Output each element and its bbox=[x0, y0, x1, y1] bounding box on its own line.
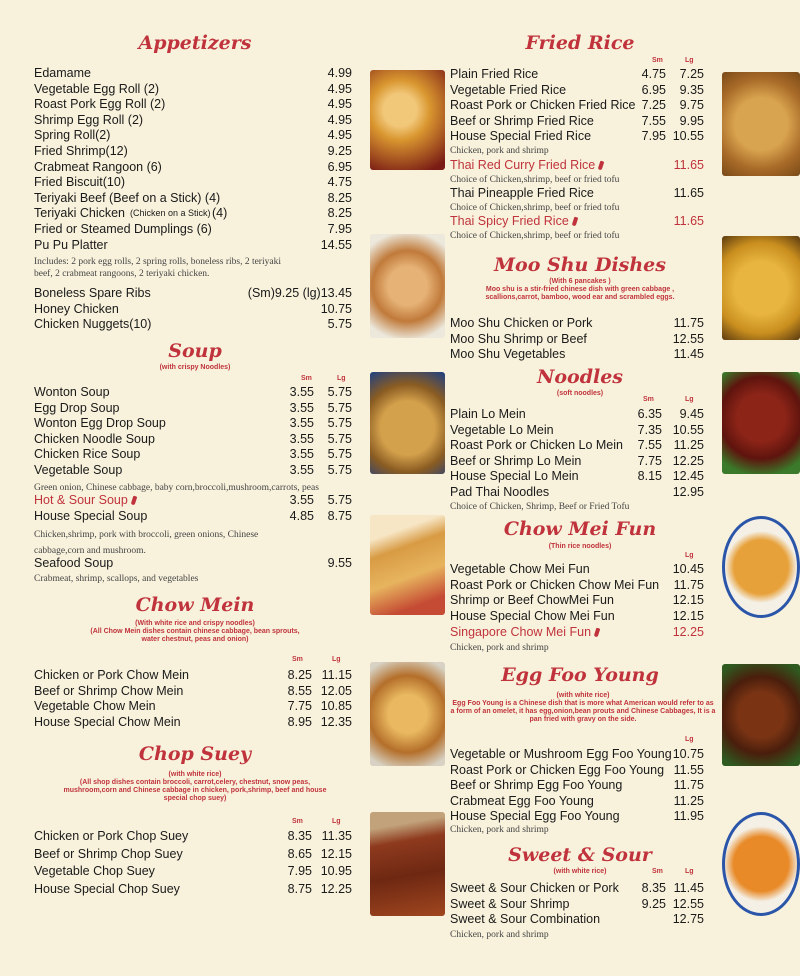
soup-item-sm-price: 3.55 bbox=[289, 431, 314, 446]
moo-shu-row bbox=[450, 347, 704, 362]
moo-shu-item-name: Moo Shu Chicken or Pork bbox=[450, 316, 593, 330]
chow-mein-item-lg-price: 12.35 bbox=[320, 714, 352, 729]
fried-rice-title: Fried Rice bbox=[525, 32, 635, 54]
appetizer-item-name: Fried Biscuit(10) bbox=[34, 175, 125, 190]
sweet-sour-item-sm-price: 9.25 bbox=[641, 896, 666, 911]
chow-mein-row bbox=[34, 668, 352, 683]
fried-rice-item-lg-price: 9.95 bbox=[679, 113, 704, 128]
lo-mein-photo bbox=[722, 236, 800, 340]
egg-foo-young-item-price: 11.75 bbox=[673, 778, 704, 793]
chow-mein-row bbox=[34, 699, 352, 714]
chop-suey-item-lg-price: 12.25 bbox=[320, 881, 352, 896]
hot-sour-soup-sm: 3.55 bbox=[289, 493, 314, 507]
appetizer-item-name: Shrimp Egg Roll (2) bbox=[34, 112, 144, 127]
moo-shu-item-price: 12.55 bbox=[672, 331, 704, 346]
chow-mei-fun-row bbox=[450, 562, 704, 577]
noodles-lg-header: Lg bbox=[685, 396, 694, 403]
chow-mei-fun-item-name: Roast Pork or Chicken Chow Mei Fun bbox=[450, 577, 660, 592]
chow-mei-fun-lg-header: Lg bbox=[685, 552, 694, 559]
pepper-icon bbox=[131, 496, 138, 506]
house-special-soup-name: House Special Soup bbox=[34, 509, 148, 523]
fried-rice-item-name: Vegetable Fried Rice bbox=[450, 82, 567, 97]
appetizer-item-price: (Sm)9.25 (lg)13.45 bbox=[247, 286, 352, 300]
fried-rice-item-sm-price: 4.75 bbox=[641, 67, 666, 81]
chow-mein-item-sm-price: 8.95 bbox=[287, 714, 312, 729]
pad-thai-name: Pad Thai Noodles bbox=[450, 485, 550, 499]
fried-rice-item-name: Beef or Shrimp Fried Rice bbox=[450, 113, 594, 128]
hot-sour-soup-lg: 5.75 bbox=[327, 493, 352, 507]
soup-title: Soup bbox=[168, 340, 222, 362]
chow-mein-row bbox=[34, 684, 352, 699]
egg-foo-young-subtitle: (with white rice) Egg Foo Young is a Chinese dish that is more what American would refer to as a form of an omelet, it has egg,onion,bean prouts and Chinese Cabbages, It is a pan fried with gravy on the side. bbox=[450, 692, 716, 723]
noodle-dish-photo bbox=[370, 662, 445, 766]
noodles-row bbox=[450, 423, 704, 438]
appetizer-item-price: 14.55 bbox=[320, 237, 352, 252]
appetizer-item-price: 4.75 bbox=[327, 175, 352, 190]
chow-mein-item-name: Vegetable Chow Mein bbox=[34, 699, 156, 714]
chow-mei-fun-item-price: 12.15 bbox=[672, 593, 704, 608]
appetizer-item-price: 4.95 bbox=[327, 128, 352, 143]
chop-suey-row bbox=[34, 882, 352, 897]
chop-suey-subtitle: (with white rice) (All shop dishes contain broccoli, carrot,celery, chestnut, snow peas, mushroom,corn and Chinese cabbage in chicken, pork,shrimp, beef and house special chop suey) bbox=[63, 771, 327, 802]
noodles-item-lg-price: 9.45 bbox=[679, 407, 704, 421]
noodles-item-lg-price: 10.55 bbox=[672, 422, 704, 437]
pepper-icon bbox=[572, 217, 579, 227]
chop-suey-item-sm-price: 8.35 bbox=[287, 829, 312, 843]
moo-shu-row bbox=[450, 316, 704, 331]
house-special-soup-row bbox=[34, 509, 352, 524]
chop-suey-sm-header: Sm bbox=[292, 818, 303, 825]
noodles-item-sm-price: 7.75 bbox=[637, 453, 662, 468]
sweet-sour-lg-header: Lg bbox=[685, 868, 694, 875]
chow-mein-item-name: Beef or Shrimp Chow Mein bbox=[34, 683, 184, 698]
fried-chicken-photo bbox=[370, 372, 445, 474]
sweet-sour-row bbox=[450, 897, 704, 912]
singapore-price: 12.25 bbox=[672, 625, 704, 639]
egg-foo-young-lg-header: Lg bbox=[685, 736, 694, 743]
noodles-sm-header: Sm bbox=[643, 396, 654, 403]
egg-foo-young-item-price: 11.95 bbox=[673, 809, 704, 824]
chop-suey-row bbox=[34, 864, 352, 879]
thai-red-curry-price: 11.65 bbox=[673, 158, 704, 172]
appetizer-row bbox=[34, 286, 352, 301]
soup-item-name: Chicken Rice Soup bbox=[34, 447, 141, 462]
egg-foo-young-item-name: Roast Pork or Chicken Egg Foo Young bbox=[450, 762, 665, 777]
appetizer-item-price: 8.25 bbox=[327, 190, 352, 205]
thai-red-curry-name: Thai Red Curry Fried Rice bbox=[450, 158, 596, 172]
general-chicken-photo bbox=[722, 372, 800, 474]
teriyaki-skewers-photo bbox=[370, 812, 445, 916]
egg-foo-young-note: Chicken, pork and shrimp bbox=[450, 825, 549, 835]
sweet-sour-item-sm-price: 8.35 bbox=[641, 881, 666, 895]
soup-item-name: Egg Drop Soup bbox=[34, 400, 120, 415]
soup-row bbox=[34, 401, 352, 416]
appetizer-item-name: Honey Chicken bbox=[34, 301, 119, 316]
chop-suey-item-lg-price: 11.35 bbox=[321, 829, 352, 843]
noodles-row bbox=[450, 469, 704, 484]
singapore-name: Singapore Chow Mei Fun bbox=[450, 625, 592, 639]
appetizer-item-name: Boneless Spare Ribs bbox=[34, 286, 151, 300]
appetizer-item-name: Vegetable Egg Roll (2) bbox=[34, 81, 160, 96]
fried-rice-item-name: House Special Fried Rice bbox=[450, 129, 592, 144]
chop-suey-item-sm-price: 8.75 bbox=[287, 881, 312, 896]
noodles-row bbox=[450, 407, 704, 422]
noodles-row bbox=[450, 454, 704, 469]
soup-item-sm-price: 3.55 bbox=[289, 385, 314, 399]
sweet-sour-row bbox=[450, 912, 704, 927]
fried-rice-row bbox=[450, 83, 704, 98]
chop-suey-title: Chop Suey bbox=[138, 743, 252, 765]
thai-pineapple-row bbox=[450, 186, 704, 201]
pad-thai-note: Choice of Chicken, Shrimp, Beef or Fried Tofu bbox=[450, 502, 630, 512]
appetizer-row bbox=[34, 66, 352, 81]
soup-item-name: Wonton Egg Drop Soup bbox=[34, 416, 166, 431]
soup-row bbox=[34, 416, 352, 431]
appetizer-item-name: Pu Pu Platter bbox=[34, 237, 108, 252]
chow-mein-subtitle: (With white rice and crispy noodles) (All Chow Mein dishes contain chinese cabbage, bean sprouts, water chestnut, peas and onion) bbox=[90, 620, 300, 643]
appetizer-item-price: 4.95 bbox=[327, 81, 352, 96]
appetizer-row bbox=[34, 128, 352, 143]
pupu-note: Includes: 2 pork egg rolls, 2 spring rolls, boneless ribs, 2 teriyaki beef, 2 crabmeat rangoons, 2 teriyaki chicken. bbox=[34, 257, 281, 279]
fried-rice-item-lg-price: 10.55 bbox=[672, 129, 704, 144]
chow-mei-fun-item-price: 11.75 bbox=[673, 577, 704, 592]
chow-mei-fun-row bbox=[450, 593, 704, 608]
singapore-row bbox=[450, 625, 704, 640]
noodles-item-sm-price: 7.35 bbox=[637, 422, 662, 437]
appetizers-title: Appetizers bbox=[138, 32, 252, 54]
appetizer-row bbox=[34, 302, 352, 317]
chow-mein-sm-header: Sm bbox=[292, 656, 303, 663]
soup-item-sm-price: 3.55 bbox=[289, 416, 314, 431]
soup-lg-header: Lg bbox=[337, 375, 346, 382]
appetizer-row bbox=[34, 191, 352, 206]
chow-mein-lg-header: Lg bbox=[332, 656, 341, 663]
chow-mein-item-name: House Special Chow Mein bbox=[34, 714, 181, 729]
fried-rice-item-sm-price: 7.25 bbox=[641, 98, 666, 113]
fried-rice-photo bbox=[722, 72, 800, 176]
fried-rice-sm-header: Sm bbox=[652, 57, 663, 64]
moo-shu-item-price: 11.75 bbox=[673, 316, 704, 330]
beef-noodles-photo bbox=[722, 664, 800, 766]
appetizer-row bbox=[34, 160, 352, 175]
appetizer-row bbox=[34, 144, 352, 159]
appetizer-item-price: 7.95 bbox=[327, 222, 352, 236]
chop-suey-item-name: Vegetable Chop Suey bbox=[34, 864, 155, 878]
soup-item-lg-price: 5.75 bbox=[327, 400, 352, 415]
appetizer-item-name: Teriyaki Chicken bbox=[34, 206, 126, 221]
thai-red-curry-row bbox=[450, 158, 704, 173]
egg-foo-young-row bbox=[450, 747, 704, 762]
house-special-soup-note: Chicken,shrimp, pork with broccoli, green onions, Chinese cabbage,corn and mushroom. bbox=[34, 530, 259, 556]
fried-rice-row bbox=[450, 129, 704, 144]
fried-rice-row bbox=[450, 114, 704, 129]
chow-mei-fun-row bbox=[450, 609, 704, 624]
seafood-soup-note: Crabmeat, shrimp, scallops, and vegetables bbox=[34, 574, 199, 584]
soup-item-name: Chicken Noodle Soup bbox=[34, 431, 155, 446]
appetizer-item-name: Spring Roll(2) bbox=[34, 128, 111, 143]
fried-rice-lg-header: Lg bbox=[685, 57, 694, 64]
chow-mein-item-sm-price: 7.75 bbox=[287, 699, 312, 714]
noodles-item-name: Plain Lo Mein bbox=[450, 407, 526, 421]
appetizer-row bbox=[34, 175, 352, 190]
sweet-sour-item-lg-price: 12.75 bbox=[672, 912, 704, 927]
chow-mei-fun-row bbox=[450, 578, 704, 593]
soup-row bbox=[34, 432, 352, 447]
soup-item-lg-price: 5.75 bbox=[327, 385, 352, 399]
egg-foo-young-row bbox=[450, 763, 704, 778]
chow-mei-fun-title: Chow Mei Fun bbox=[503, 518, 657, 540]
spring-rolls-photo bbox=[370, 515, 445, 615]
chow-mein-item-lg-price: 12.05 bbox=[320, 683, 352, 698]
egg-foo-young-row bbox=[450, 778, 704, 793]
appetizer-row bbox=[34, 317, 352, 332]
chop-suey-lg-header: Lg bbox=[332, 818, 341, 825]
chow-mein-item-sm-price: 8.55 bbox=[287, 683, 312, 698]
noodles-item-name: Beef or Shrimp Lo Mein bbox=[450, 453, 582, 468]
appetizer-item-price: 8.25 bbox=[327, 206, 352, 221]
appetizer-item-price: 10.75 bbox=[320, 301, 352, 316]
house-special-soup-lg: 8.75 bbox=[327, 509, 352, 523]
appetizer-item-price: 4.95 bbox=[327, 112, 352, 127]
chop-suey-item-sm-price: 8.65 bbox=[287, 846, 312, 861]
pad-thai-row bbox=[450, 485, 704, 500]
pepper-icon bbox=[594, 628, 601, 638]
sweet-sour-item-lg-price: 11.45 bbox=[673, 881, 704, 895]
egg-foo-young-item-name: Beef or Shrimp Egg Foo Young bbox=[450, 778, 623, 793]
appetizer-item-price: 9.25 bbox=[327, 144, 352, 158]
fried-rice-row bbox=[450, 67, 704, 82]
thai-pineapple-name: Thai Pineapple Fried Rice bbox=[450, 186, 594, 200]
soup-item-sm-price: 3.55 bbox=[289, 463, 314, 477]
thai-pineapple-price: 11.65 bbox=[673, 186, 704, 200]
chow-mei-fun-photo bbox=[722, 516, 800, 618]
soup-item-lg-price: 5.75 bbox=[327, 463, 352, 477]
egg-foo-young-item-name: House Special Egg Foo Young bbox=[450, 809, 620, 824]
seafood-soup-price: 9.55 bbox=[327, 556, 352, 570]
fried-rice-item-lg-price: 9.75 bbox=[679, 98, 704, 113]
moo-shu-row bbox=[450, 332, 704, 347]
soup-item-sm-price: 3.55 bbox=[289, 447, 314, 462]
fried-rice-item-name: Roast Pork or Chicken Fried Rice bbox=[450, 98, 636, 113]
moo-shu-item-price: 11.45 bbox=[673, 347, 704, 362]
appetizer-row bbox=[34, 206, 352, 221]
appetizer-row bbox=[34, 222, 352, 237]
sweet-sour-item-name: Sweet & Sour Combination bbox=[450, 912, 601, 927]
appetizer-item-name: Crabmeat Rangoon (6) bbox=[34, 159, 162, 174]
moo-shu-item-name: Moo Shu Vegetables bbox=[450, 347, 566, 362]
appetizer-item-price: 6.95 bbox=[327, 159, 352, 174]
fried-rice-item-sm-price: 7.95 bbox=[641, 129, 666, 144]
appetizer-row bbox=[34, 238, 352, 253]
appetizer-item-name: Roast Pork Egg Roll (2) bbox=[34, 97, 166, 112]
chow-mei-fun-item-name: House Special Chow Mei Fun bbox=[450, 608, 615, 623]
appetizer-item-small-note: (Chicken on a Stick) bbox=[130, 208, 211, 219]
chop-suey-row bbox=[34, 829, 352, 844]
egg-foo-young-item-price: 10.75 bbox=[672, 747, 704, 761]
chop-suey-item-name: Chicken or Pork Chop Suey bbox=[34, 829, 189, 843]
noodles-item-sm-price: 7.55 bbox=[637, 438, 662, 453]
fried-rice-row bbox=[450, 98, 704, 113]
fried-rice-item-lg-price: 7.25 bbox=[679, 67, 704, 81]
chow-mei-fun-item-name: Vegetable Chow Mei Fun bbox=[450, 562, 590, 576]
fried-rice-item-name: Plain Fried Rice bbox=[450, 67, 539, 81]
sweet-sour-item-name: Sweet & Sour Shrimp bbox=[450, 896, 570, 911]
chow-mei-fun-item-price: 10.45 bbox=[672, 562, 704, 576]
noodles-subtitle: (soft noodles) bbox=[556, 390, 604, 397]
noodles-item-lg-price: 12.25 bbox=[672, 453, 704, 468]
sweet-sour-title: Sweet & Sour bbox=[508, 844, 652, 866]
singapore-note: Chicken, pork and shrimp bbox=[450, 643, 549, 653]
hot-sour-soup-name: Hot & Sour Soup bbox=[34, 493, 128, 507]
noodles-item-lg-price: 11.25 bbox=[673, 438, 704, 453]
appetizer-item-price: 4.95 bbox=[327, 97, 352, 112]
moo-shu-title: Moo Shu Dishes bbox=[494, 254, 666, 276]
sweet-sour-row bbox=[450, 881, 704, 896]
noodles-item-sm-price: 6.35 bbox=[637, 407, 662, 421]
appetizer-item-price: 4.99 bbox=[327, 66, 352, 80]
fried-rice-item-lg-price: 9.35 bbox=[679, 82, 704, 97]
noodles-title: Noodles bbox=[536, 366, 623, 388]
thai-spicy-price: 11.65 bbox=[673, 214, 704, 228]
appetizer-item-name: Fried or Steamed Dumplings (6) bbox=[34, 222, 212, 236]
soup-item-lg-price: 5.75 bbox=[327, 447, 352, 462]
hot-sour-soup-row bbox=[34, 493, 352, 508]
chow-mei-fun-subtitle: (Thin rice noodles) bbox=[548, 543, 612, 550]
thai-red-curry-note: Choice of Chicken,shrimp, beef or fried tofu bbox=[450, 175, 620, 185]
soup-row bbox=[34, 463, 352, 478]
soup-row bbox=[34, 385, 352, 400]
seafood-soup-row bbox=[34, 556, 352, 571]
chop-suey-row bbox=[34, 847, 352, 862]
pad-thai-price: 12.95 bbox=[672, 485, 704, 499]
soup-row bbox=[34, 447, 352, 462]
egg-foo-young-row bbox=[450, 794, 704, 809]
chow-mein-item-lg-price: 11.15 bbox=[321, 668, 352, 682]
house-special-soup-sm: 4.85 bbox=[289, 509, 314, 523]
chow-mein-title: Chow Mein bbox=[135, 594, 255, 616]
sweet-sour-chicken-photo bbox=[722, 812, 800, 916]
dumplings-photo bbox=[370, 234, 445, 338]
egg-foo-young-item-price: 11.25 bbox=[673, 793, 704, 808]
appetizer-item-name: Teriyaki Beef (Beef on a Stick) (4) bbox=[34, 190, 221, 205]
sweet-sour-sm-header: Sm bbox=[652, 868, 663, 875]
appetizer-row bbox=[34, 97, 352, 112]
chow-mei-fun-item-name: Shrimp or Beef ChowMei Fun bbox=[450, 593, 614, 608]
soup-item-lg-price: 5.75 bbox=[327, 431, 352, 446]
egg-foo-young-item-name: Crabmeat Egg Foo Young bbox=[450, 793, 594, 808]
sweet-sour-note: Chicken, pork and shrimp bbox=[450, 930, 549, 940]
seafood-soup-name: Seafood Soup bbox=[34, 556, 114, 570]
chop-suey-item-name: House Special Chop Suey bbox=[34, 881, 180, 896]
soup-subtitle: (with crispy Noodles) bbox=[159, 364, 231, 371]
egg-foo-young-row bbox=[450, 809, 704, 824]
sweet-sour-item-lg-price: 12.55 bbox=[672, 896, 704, 911]
thai-pineapple-note: Choice of Chicken,shrimp, beef or fried tofu bbox=[450, 203, 620, 213]
egg-foo-young-title: Egg Foo Young bbox=[501, 664, 659, 686]
egg-foo-young-item-name: Vegetable or Mushroom Egg Foo Young bbox=[450, 747, 672, 761]
fried-rice-item-sm-price: 7.55 bbox=[641, 113, 666, 128]
fried-rice-item-sm-price: 6.95 bbox=[641, 82, 666, 97]
appetizer-item-name: Chicken Nuggets(10) bbox=[34, 317, 152, 332]
house-fried-rice-note: Chicken, pork and shrimp bbox=[450, 146, 549, 156]
appetizer-row bbox=[34, 82, 352, 97]
noodles-item-name: House Special Lo Mein bbox=[450, 469, 579, 484]
soup-sm-header: Sm bbox=[301, 375, 312, 382]
thai-spicy-note: Choice of Chicken,shrimp, beef or fried tofu bbox=[450, 231, 620, 241]
thai-spicy-row bbox=[450, 214, 704, 229]
appetizer-row bbox=[34, 113, 352, 128]
noodles-item-name: Vegetable Lo Mein bbox=[450, 422, 554, 437]
noodles-item-sm-price: 8.15 bbox=[637, 469, 662, 484]
vegetable-soup-note: Green onion, Chinese cabbage, baby corn,broccoli,mushroom,carrots, peas bbox=[34, 483, 319, 493]
soup-item-lg-price: 5.75 bbox=[327, 416, 352, 431]
chow-mein-row bbox=[34, 715, 352, 730]
egg-foo-young-item-price: 11.55 bbox=[673, 762, 704, 777]
moo-shu-item-name: Moo Shu Shrimp or Beef bbox=[450, 331, 587, 346]
moo-shu-subtitle: (With 6 pancakes ) Moo shu is a stir-fried chinese dish with green cabbage , scallions,carrot, bamboo, wood ear and scrambled eggs. bbox=[485, 278, 675, 301]
pepper-icon bbox=[598, 161, 605, 171]
noodles-item-lg-price: 12.45 bbox=[672, 469, 704, 484]
noodles-row bbox=[450, 438, 704, 453]
chow-mein-item-sm-price: 8.25 bbox=[287, 668, 312, 682]
soup-item-sm-price: 3.55 bbox=[289, 400, 314, 415]
appetizer-item-price: 5.75 bbox=[327, 317, 352, 332]
appetizer-item-name: Fried Shrimp(12) bbox=[34, 144, 128, 158]
chow-mein-item-name: Chicken or Pork Chow Mein bbox=[34, 668, 189, 682]
chop-suey-item-lg-price: 10.95 bbox=[320, 864, 352, 878]
chop-suey-item-lg-price: 12.15 bbox=[320, 846, 352, 861]
noodles-item-name: Roast Pork or Chicken Lo Mein bbox=[450, 438, 623, 453]
chop-suey-item-name: Beef or Shrimp Chop Suey bbox=[34, 846, 183, 861]
thai-spicy-name: Thai Spicy Fried Rice bbox=[450, 214, 569, 228]
appetizer-item-suffix: (4) bbox=[212, 206, 228, 221]
sweet-sour-subtitle: (with white rice) bbox=[553, 868, 607, 875]
appetizer-item-name: Edamame bbox=[34, 66, 91, 80]
chow-mei-fun-item-price: 12.15 bbox=[672, 608, 704, 623]
chow-mein-item-lg-price: 10.85 bbox=[320, 699, 352, 714]
crab-rangoon-photo bbox=[370, 70, 445, 170]
soup-item-name: Wonton Soup bbox=[34, 385, 110, 399]
soup-item-name: Vegetable Soup bbox=[34, 463, 123, 477]
chop-suey-item-sm-price: 7.95 bbox=[287, 864, 312, 878]
sweet-sour-item-name: Sweet & Sour Chicken or Pork bbox=[450, 881, 619, 895]
